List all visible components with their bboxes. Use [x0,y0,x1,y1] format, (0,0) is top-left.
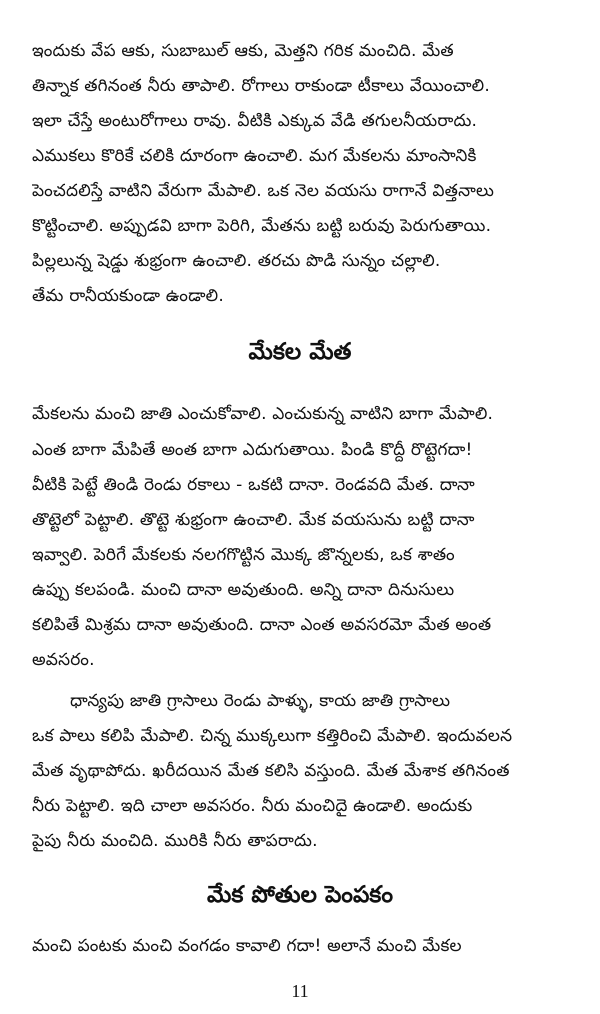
paragraph-3-line-2: ఒక పాలు కలిపి మేపాలి. చిన్న ముక్కలుగా కత్తిరించి మేపాలి. ఇందువలన [32,726,513,746]
paragraph-3-line-4: నీరు పెట్టాలి. ఇది చాలా అవసరం. నీరు మంచిదై ఉండాలి. అందుకు [32,796,473,816]
paragraph-1-line-8: తేమ రానీయకుండా ఉండాలి. [32,286,224,306]
paragraph-1-line-7: పిల్లలున్న షెడ్డు శుభ్రంగా ఉంచాలి. తరచు పొడి సున్నం చల్లాలి. [32,251,441,271]
paragraph-1-line-1: ఇందుకు వేప ఆకు, సుబాబుల్ ఆకు, మెత్తని గరిక మంచిది. మేత [32,41,454,61]
paragraph-3-line-5: పైపు నీరు మంచిది. మురికి నీరు తాపరాదు. [32,831,318,851]
paragraph-1-line-6: కొట్టించాలి. అప్పుడవి బాగా పెరిగి, మేతను బట్టి బరువు పెరుగుతాయి. [32,216,492,236]
paragraph-1-line-2: తిన్నాక తగినంత నీరు తాపాలి. రోగాలు రాకుండా టీకాలు వేయించాలి. [32,76,490,96]
paragraph-2-line-1: మేకలను మంచి జాతి ఎంచుకోవాలి. ఎంచుకున్న వాటిని బాగా మేపాలి. [32,404,494,424]
page-number: 11 [291,981,309,1001]
paragraph-1-line-3: ఇలా చేస్తే అంటురోగాలు రావు. వీటికి ఎక్కువ వేడి తగులనీయరాదు. [32,111,478,131]
paragraph-2-line-2: ఎంత బాగా మేపితే అంత బాగా ఎదుగుతాయి. పిండి కొద్దీ రొట్టెగదా! [32,440,473,460]
paragraph-3-line-1: ధాన్యపు జాతి గ్రాసాలు రెండు పాళ్ళు, కాయ జాతి గ్రాసాలు [70,691,451,711]
section-heading-goat-feed: మేకల మేత [248,339,352,365]
paragraph-4-line-1: మంచి పంటకు మంచి వంగడం కావాలి గదా! అలానే మంచి మేకల [32,936,462,956]
paragraph-2-line-8: అవసరం. [32,650,95,670]
paragraph-2-line-3: వీటికి పెట్టే తిండి రెండు రకాలు - ఒకటి దానా. రెండవది మేత. దానా [32,475,475,495]
paragraph-1-line-4: ఎముకలు కొరికే చలికి దూరంగా ఉంచాలి. మగ మేకలను మాంసానికి [32,146,477,166]
paragraph-2-line-6: ఉప్పు కలపండి. మంచి దానా అవుతుంది. అన్ని దానా దినుసులు [32,580,455,600]
paragraph-1-line-5: పెంచదలిస్తే వాటిని వేరుగా మేపాలి. ఒక నెల వయసు రాగానే విత్తనాలు [32,181,495,201]
section-heading-buck-rearing: మేక పోతుల పెంపకం [207,882,393,908]
paragraph-3-line-3: మేత వృథాపోదు. ఖరీదయిన మేత కలిసి వస్తుంది. మేత మేశాక తగినంత [32,761,510,781]
paragraph-2-line-7: కలిపితే మిశ్రమ దానా అవుతుంది. దానా ఎంత అవసరమో మేత అంత [32,615,492,635]
paragraph-2-line-5: ఇవ్వాలి. పెరిగే మేకలకు నలగగొట్టిన మొక్క జొన్నలకు, ఒక శాతం [32,545,455,565]
paragraph-2-line-4: తొట్టెలో పెట్టాలి. తొట్టె శుభ్రంగా ఉంచాలి. మేక వయసును బట్టి దానా [32,510,475,530]
